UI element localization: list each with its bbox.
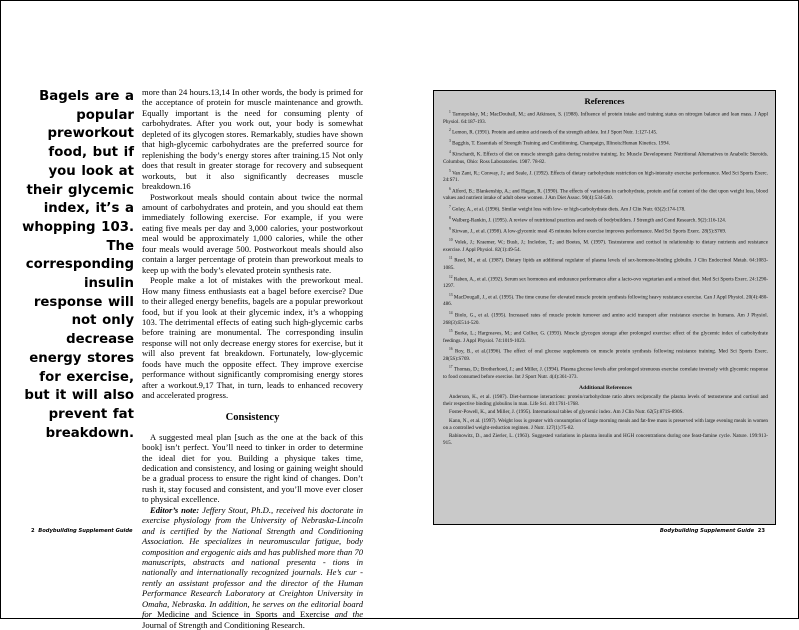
reference-text: Kirwan, J., et al. (1998). A low-glycemic meal 45 minutes before exercise improves performance. Med Sci Sports Exerc. 28(5):S769. (450, 228, 727, 235)
reference-number: 14 (449, 310, 453, 315)
reference-text: Volek, J.; Kraemer, W.; Bush, J.; Incledon, T.; and Boetes, M. (1997). Testosterone and cortisol in relationship to dietary nutrients and resistance exercise. J Appl Physiol. 82(1):49-54. (443, 240, 768, 254)
reference-item (443, 204, 768, 214)
paragraph-preworkout-mistakes: People make a lot of mistakes with the preworkout meal. How many fitness enthusiasts eat a bagel before exercise? Due to their alleged energy benefits, bagels are a popular preworkout food, but if you look at their glycemic index, it’s a whopping 103. The detrimental effects of eating such high-glycemic carbs before training are monumental. The corresponding insulin response will not only decrease energy stores for exercise, but it will also prevent fat breakdown. Fortunately, low-glycemic foods have much the opposite effect. They improve exercise performance without significantly compromising energy stores after a workout.9,17 That, in turn, leads to enhanced recovery and accelerated progress. (142, 275, 363, 401)
references-box (433, 90, 776, 525)
editor-note-label: Editor’s note: (150, 504, 200, 515)
reference-number: 16 (449, 347, 453, 352)
reference-text: Biolo, G., et al. (1995). Increased rates of muscle protein turnover and amino acid transport after resistance exercise in humans. Am J Physiol. 268(3):E514-520. (443, 312, 768, 326)
footer-right (660, 528, 765, 534)
reference-item (443, 346, 768, 363)
reference-item (443, 168, 768, 185)
reference-number: 15 (449, 328, 453, 333)
references-list (434, 109, 775, 447)
reference-text: Burke, L.; Hargreaves, M.; and Collier, G. (1993). Muscle glycogen storage after prolonged exercise: effect of the glycemic index of carbohydrate feedings. J Appl Physiol. 74:1019-1023. (443, 330, 768, 344)
reference-number: 8 (449, 216, 451, 221)
page-number-right: 23 (757, 528, 765, 534)
editor-note (142, 505, 363, 630)
paragraph-postworkout-intro: more than 24 hours.13,14 In other words, the body is primed for the acceptance of protein for muscle maintenance and growth. Equally important is the need for consuming plenty of carbohydrates. After you work out, your body is somewhat depleted of its glycogen stores. Remarkably, studies have shown that high-glycemic carbohydrates are the preferred source for replenishing the body’s energy stores after training.15 Not only does that result in greater storage for recovery and subsequent workouts, but it also significantly decreases muscle breakdown.16 (142, 87, 363, 192)
body-text-column (142, 87, 363, 630)
page-number-left: 2 (31, 528, 35, 534)
reference-item (443, 226, 768, 236)
reference-number: 7 (449, 204, 451, 209)
reference-number: 5 (449, 168, 451, 173)
reference-number: 12 (449, 274, 453, 279)
journal-name-2: Journal of Strength and Conditioning Research. (142, 619, 305, 630)
reference-text: MacDougall, J., et al. (1995). The time course for elevated muscle protein synthesis following heavy resistance exercise. Can J Appl Physiol. 20(4):480-486. (443, 294, 768, 308)
reference-number: 4 (449, 150, 451, 155)
reference-number: 10 (449, 238, 453, 243)
reference-number: 9 (449, 227, 451, 232)
additional-references-heading: Additional References (579, 384, 632, 391)
reference-number: 6 (449, 186, 451, 191)
reference-number: 13 (449, 292, 453, 297)
reference-number: 3 (449, 139, 451, 144)
reference-text: Kirschardt, K. Effects of diet on muscle strength gains during resistive training. In: Muscle Development: Nutritional Alternatives to Anabolic Steroids. Columbus, Ohio: Ross Laboratories. 1987. 78-82. (443, 152, 768, 166)
reference-text: Tarnopolsky, M.; MacDouball, M.; and Atkinson, S. (1988). Influence of protein intake and training status on nitrogen balance and lean mass. J Appl Physiol. 64:187-193. (443, 111, 768, 125)
reference-item (443, 149, 768, 166)
reference-item (443, 127, 768, 137)
reference-text: Raben, A., et al. (1992). Serum sex hormones and endurance performance after a lacto-ovo vegetarian and a mixed diet. Med Sci Sports Exerc. 24:1290-1297. (443, 276, 768, 290)
additional-reference-item: Kann, N., et al. (1997). Weight loss is greater with consumption of large morning meals and fat-free mass is preserved with large evening meals in women on a controlled weight-reduction regimen. J Nutr. 127(1):75-82. (443, 417, 768, 431)
reference-text: Lemon, R. (1991). Protein and amino acid needs of the strength athlete. Int J Sport Nutr. 1:127-145. (450, 129, 658, 136)
reference-item (443, 274, 768, 291)
editor-note-connector: and the (334, 609, 363, 620)
reference-text: Van Zant, R.; Conway, J.; and Seale, J. (1992). Effects of dietary carbohydrate restriction on high-intensity exercise performance. Med Sci Sports Exerc. 24:S71. (443, 170, 768, 184)
reference-item (443, 364, 768, 381)
reference-item (443, 109, 768, 126)
reference-item (443, 328, 768, 345)
reference-item (443, 215, 768, 225)
reference-text: Golay, A., et al. (1996). Similar weight loss with low- or high-carbohydrate diets. Am J Clin Nutr. 63(2):174-178. (450, 206, 686, 213)
journal-name-1: Medicine and Science in Sports and Exercise (151, 609, 335, 620)
reference-text: Walberg-Rankin, J. (1995). A review of nutritional practices and needs of bodybuilders. J Strength and Cond Research. 9(2):116-124. (450, 217, 727, 224)
reference-text: Thomas, D.; Brotherhood, J.; and Miller, J. (1994). Plasma glucose levels after prolonged strenuous exercise correlate inversely with glycemic response to food consumed before exercise. Int J Sport Nutr. 4(4):361-373. (443, 366, 768, 380)
reference-number: 1 (449, 110, 451, 114)
paragraph-postworkout-meals: Postworkout meals should contain about twice the normal amount of carbohydrates and protein, and you should eat them immediately following exercise. For example, if you were eating five meals per day and 3,000 calories, your postworkout meal would be approximately 1,000 calories, while the other four meals would average 500. Postworkout meals should also contain a larger percentage of protein than preworkout meals to keep up with the body’s elevated protein synthesis rate. (142, 191, 363, 275)
reference-text: Alford, B.; Blankenship, A.; and Hagan, R. (1990). The effects of variations in carbohydrate, protein and fat content of the diet upon weight loss, blood values and nutrient intake of adult obese women. J Am Diet Assoc. 90(4):534-540. (443, 188, 768, 202)
paragraph-consistency: A suggested meal plan [such as the one at the back of this book] isn’t perfect. You’ll need to tinker in order to determine the ideal diet for you. Building a physique takes time, dedication and consistency, and losing or gaining weight should be a gradual process to ensure the right kind of changes. Don’t rush it, stay focused and consistent, and you’ll move ever closer to physical excellence. (142, 431, 363, 505)
additional-reference-item: Rabinowitz, D., and Zierler, L. (1963). Suggested variations in plasma insulin and HGH concentrations during one feast-famine cycle. Nature. 199:913-915. (443, 433, 768, 447)
reference-item (443, 310, 768, 327)
editor-note-text: Jeffery Stout, Ph.D., received his doctorate in exercise physiology from the University of Nebraska-Lincoln and is certified by the National Strength and Conditioning Association. He specializes in neuromuscular fatigue, body composition and ergogenic aids and has published more than 70 manuscripts, abstracts and national presenta - tions in nationally and internationally recognized journals. He’s cur - rently an assistant professor and the director of the Human Performance Research Laboratory at Creighton University in Omaha, Nebraska. In addition, he serves on the editorial board for (142, 504, 363, 620)
footer-title-right: Bodybuilding Supplement Guide (659, 528, 755, 534)
reference-item (443, 237, 768, 254)
reference-item (443, 255, 768, 272)
reference-item (443, 292, 768, 309)
reference-number: 17 (449, 365, 453, 370)
reference-number: 2 (449, 128, 451, 133)
additional-reference-item: Foster-Powell, K., and Miller, J. (1995). International tables of glycemic index. Am J Clin Nutr. 62(5):871S-890S. (449, 409, 684, 416)
section-heading-consistency: Consistency (225, 411, 280, 423)
pull-quote: Bagels are a popular preworkout food, but if you look at their glycemic index, it’s a whopping 103. The corresponding insulin response will not only decrease energy stores for exercise, but it will also prevent fat breakdown. (22, 89, 134, 441)
reference-text: Bagghis, T. Essentials of Strength Training and Conditioning. Champaign, Illinois:Human Kinetics. 1994. (450, 141, 670, 148)
footer-title-left: Bodybuilding Supplement Guide (38, 528, 133, 534)
references-heading: References (584, 96, 625, 106)
reference-text: Roy, B., et al.(1996). The effect of oral glucose supplements on muscle protein synthesis following resistance training. Med Sci Sports Exerc. 28(5S):S769. (443, 348, 768, 362)
reference-item (443, 138, 768, 148)
additional-reference-item: Anderson, K., et al. (1987). Diet-hormone interactions: protein/carbohydrate ratio alters reciprocally the plasma levels of testosterone and cortisol and their respective binding globulins in man. Life Sci. 40:1761-1768. (443, 393, 768, 407)
footer-left (31, 528, 133, 534)
reference-number: 11 (449, 256, 453, 261)
reference-item (443, 186, 768, 203)
reference-text: Reed, M., et al. (1987). Dietary lipids an additional regulator of plasma levels of sex-hormone-binding globulin. J Clin Endocrinol Metab. 64:1083-1085. (443, 258, 768, 272)
